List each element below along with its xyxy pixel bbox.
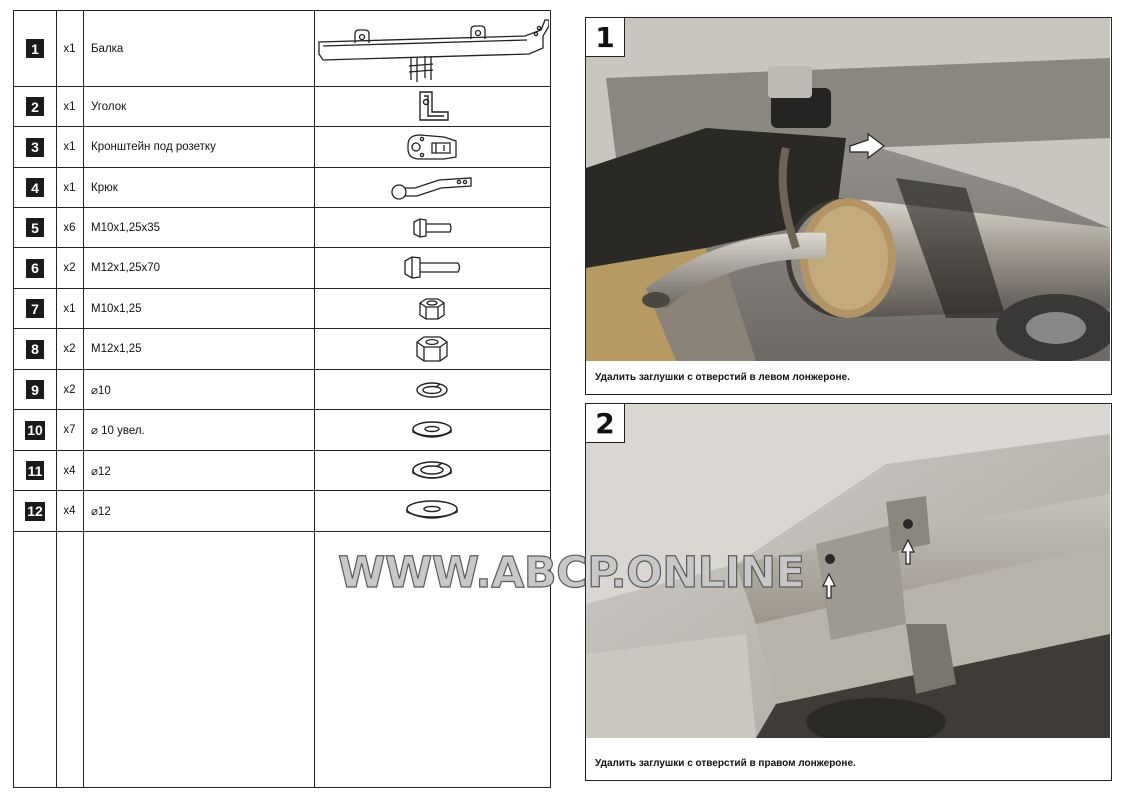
table-row	[14, 370, 550, 410]
part-name: ⌀10	[91, 384, 111, 397]
part-quantity: x1	[63, 100, 76, 113]
table-row	[14, 451, 550, 491]
table-row	[14, 87, 550, 127]
angle-bracket-icon	[412, 90, 452, 124]
table-row	[14, 329, 550, 370]
table-row	[14, 410, 550, 451]
part-name: Крюк	[91, 181, 118, 194]
part-quantity: x7	[63, 424, 76, 436]
part-number-badge: 9	[26, 380, 44, 399]
part-number-badge: 12	[27, 503, 43, 519]
parts-table	[13, 10, 551, 788]
part-number-badge: 1	[26, 39, 44, 58]
part-number-badge: 10	[27, 422, 43, 438]
step-panel-1	[585, 17, 1112, 395]
part-quantity: x1	[63, 42, 76, 55]
step-caption: Удалить заглушки с отверстий в правом лонжероне.	[595, 758, 856, 769]
part-quantity: x1	[63, 181, 76, 194]
part-quantity: x2	[63, 383, 76, 396]
part-quantity: x4	[63, 505, 76, 517]
step-number-badge: 1	[586, 18, 625, 57]
table-row	[14, 168, 550, 208]
part-quantity: x6	[63, 221, 76, 234]
part-quantity: x4	[63, 464, 76, 477]
spring-washer-large-icon	[408, 457, 456, 485]
table-row	[14, 127, 550, 168]
bolt-short-icon	[410, 216, 454, 240]
part-number-badge: 3	[26, 138, 44, 157]
tow-beam-icon	[315, 14, 549, 84]
table-row	[14, 248, 550, 289]
part-quantity: x2	[63, 343, 76, 355]
part-name: M10x1,25x35	[91, 221, 161, 234]
part-name: M10x1,25	[91, 302, 142, 315]
step-caption: Удалить заглушки с отверстий в левом лонжероне.	[595, 372, 850, 383]
part-name: Балка	[91, 42, 124, 55]
step-number-badge: 2	[586, 404, 625, 443]
part-number-badge: 7	[26, 299, 44, 318]
part-name: M12x1,25x70	[91, 262, 161, 274]
hex-nut-large-icon	[412, 333, 452, 365]
part-name: Кронштейн под розетку	[91, 141, 216, 153]
spring-washer-small-icon	[412, 378, 452, 402]
table-row	[14, 11, 550, 87]
part-name: Уголок	[91, 100, 127, 113]
table-row	[14, 208, 550, 248]
part-name: M12x1,25	[91, 343, 142, 355]
flat-washer-large-icon	[403, 498, 461, 524]
hex-nut-small-icon	[414, 295, 450, 323]
part-number-badge: 8	[26, 340, 44, 359]
part-quantity: x2	[63, 262, 76, 274]
table-row	[14, 289, 550, 329]
socket-bracket-icon	[404, 131, 460, 163]
part-name: ⌀ 10 увел.	[91, 425, 145, 437]
part-quantity: x1	[63, 302, 76, 315]
tow-hook-icon	[389, 172, 475, 204]
bolt-long-icon	[401, 254, 463, 282]
exhaust-muffler-underbody-photo	[586, 18, 1111, 361]
part-name: ⌀12	[91, 506, 111, 518]
flat-washer-small-icon	[410, 418, 454, 442]
part-quantity: x1	[63, 141, 76, 153]
part-number-badge: 6	[26, 259, 44, 278]
part-number-badge: 5	[26, 218, 44, 237]
watermark: WWW.ABCP.ONLINE	[338, 548, 805, 598]
part-number-badge: 11	[27, 462, 43, 479]
table-row	[14, 491, 550, 532]
part-name: ⌀12	[91, 465, 111, 478]
part-number-badge: 4	[26, 178, 44, 197]
part-number-badge: 2	[26, 97, 44, 116]
